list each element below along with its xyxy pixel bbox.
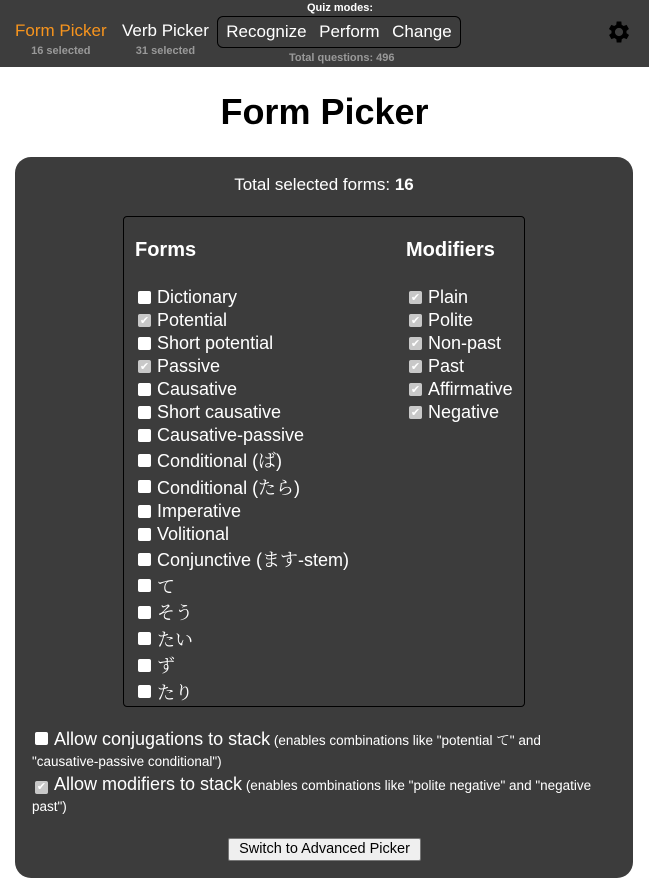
modifiers-item[interactable]: [406, 378, 513, 401]
forms-column: [135, 239, 349, 705]
mode-change[interactable]: Change: [392, 22, 452, 41]
page-title: Form Picker: [220, 91, 429, 132]
mode-recognize[interactable]: Recognize: [226, 22, 307, 41]
forms-item[interactable]: [135, 286, 349, 309]
forms-item[interactable]: [135, 652, 349, 679]
forms-checkbox[interactable]: [138, 528, 151, 541]
forms-item[interactable]: [135, 523, 349, 546]
tab-verb-picker[interactable]: [122, 21, 209, 57]
modifiers-item[interactable]: [406, 332, 513, 355]
modifiers-label: Past: [428, 356, 465, 376]
forms-checkbox[interactable]: ✔: [139, 315, 150, 327]
option-note: (enables combinations like "potential て" and "causative-passive conditional"): [32, 733, 541, 769]
forms-label: Conjunctive (ます-stem): [157, 550, 350, 571]
forms-label: Conditional (ば): [157, 451, 283, 472]
modifiers-label: Polite: [428, 310, 474, 330]
modifiers-column: [406, 239, 513, 424]
forms-label: たり: [157, 682, 193, 703]
forms-label: Conditional (たら): [157, 477, 301, 498]
forms-item[interactable]: [135, 424, 349, 447]
forms-label: たい: [157, 629, 193, 650]
total-selected: [15, 175, 633, 195]
forms-label: Potential: [157, 310, 228, 330]
modifiers-item[interactable]: [406, 286, 513, 309]
forms-label: ず: [157, 656, 175, 677]
stack-modifiers-checkbox[interactable]: ✔: [36, 781, 47, 793]
option-note: (enables combinations like "polite negative" and "negative past"): [32, 778, 592, 814]
forms-item[interactable]: [135, 546, 349, 573]
forms-label: Short causative: [157, 402, 282, 422]
tab-form-picker[interactable]: [15, 21, 107, 57]
forms-item[interactable]: [135, 447, 349, 474]
modifiers-checkbox[interactable]: ✔: [410, 315, 421, 327]
top-nav: [0, 0, 649, 67]
modifiers-label: Negative: [428, 402, 500, 422]
forms-item[interactable]: [135, 573, 349, 600]
stack-conjugations-checkbox[interactable]: [35, 732, 48, 745]
stack-modifiers-option[interactable]: [32, 774, 592, 817]
modifiers-checkbox[interactable]: ✔: [410, 338, 421, 350]
modifiers-checkbox[interactable]: ✔: [410, 407, 421, 419]
forms-item[interactable]: [135, 355, 349, 378]
forms-checkbox[interactable]: [138, 685, 151, 698]
forms-item[interactable]: [135, 309, 349, 332]
tab-count: 31 selected: [135, 45, 196, 57]
modifiers-item[interactable]: [406, 309, 513, 332]
forms-checkbox[interactable]: [138, 337, 151, 350]
mode-perform[interactable]: Perform: [319, 22, 380, 41]
forms-checkbox[interactable]: [138, 659, 151, 672]
total-questions: Total questions: 496: [289, 52, 395, 64]
modifiers-label: Affirmative: [428, 379, 513, 399]
forms-item[interactable]: [135, 474, 349, 501]
tab-label: Form Picker: [15, 21, 107, 40]
forms-checkbox[interactable]: [138, 606, 151, 619]
quiz-modes: [217, 16, 461, 48]
forms-item[interactable]: [135, 332, 349, 355]
modifiers-checkbox[interactable]: ✔: [410, 361, 421, 373]
forms-checkbox[interactable]: [138, 632, 151, 645]
forms-item[interactable]: [135, 378, 349, 401]
modifiers-heading: Modifiers: [406, 239, 495, 261]
option-label: Allow conjugations to stack: [54, 729, 271, 749]
switch-advanced-picker-button[interactable]: Switch to Advanced Picker: [228, 838, 421, 861]
forms-label: Passive: [157, 356, 221, 376]
forms-item[interactable]: [135, 679, 349, 706]
forms-checkbox[interactable]: [138, 406, 151, 419]
forms-checkbox[interactable]: [138, 383, 151, 396]
forms-item[interactable]: [135, 401, 349, 424]
forms-label: Causative: [157, 379, 238, 399]
forms-checkbox[interactable]: [138, 429, 151, 442]
tab-label: Verb Picker: [122, 21, 209, 40]
modifiers-checkbox[interactable]: ✔: [410, 384, 421, 396]
modifiers-label: Plain: [428, 287, 469, 307]
forms-label: そう: [157, 603, 193, 624]
forms-label: Causative-passive: [157, 425, 305, 445]
forms-checkbox[interactable]: [138, 480, 151, 493]
quiz-modes-label: Quiz modes:: [307, 2, 374, 14]
forms-label: Volitional: [157, 524, 230, 544]
forms-item[interactable]: [135, 500, 349, 523]
forms-label: Short potential: [157, 333, 274, 353]
modifiers-label: Non-past: [428, 333, 502, 353]
forms-checkbox[interactable]: [138, 553, 151, 566]
forms-label: Imperative: [157, 501, 242, 521]
forms-checkbox[interactable]: [138, 291, 151, 304]
modifiers-item[interactable]: [406, 401, 513, 424]
forms-heading: Forms: [135, 239, 197, 261]
gear-icon[interactable]: [605, 18, 633, 46]
forms-item[interactable]: [135, 626, 349, 653]
forms-checkbox[interactable]: [138, 454, 151, 467]
forms-item[interactable]: [135, 599, 349, 626]
forms-checkbox[interactable]: [138, 579, 151, 592]
modifiers-checkbox[interactable]: ✔: [410, 292, 421, 304]
total-label: Total selected forms:: [234, 175, 395, 194]
tab-count: 16 selected: [31, 45, 91, 57]
forms-checkbox[interactable]: ✔: [139, 361, 150, 373]
forms-label: て: [157, 576, 175, 597]
total-value: 16: [394, 175, 414, 194]
forms-label: Dictionary: [157, 287, 238, 307]
modifiers-item[interactable]: [406, 355, 513, 378]
option-label: Allow modifiers to stack: [54, 774, 243, 794]
form-picker-panel: [15, 157, 633, 878]
forms-box: [123, 216, 525, 707]
forms-checkbox[interactable]: [138, 505, 151, 518]
stack-conjugations-option[interactable]: [32, 729, 592, 772]
